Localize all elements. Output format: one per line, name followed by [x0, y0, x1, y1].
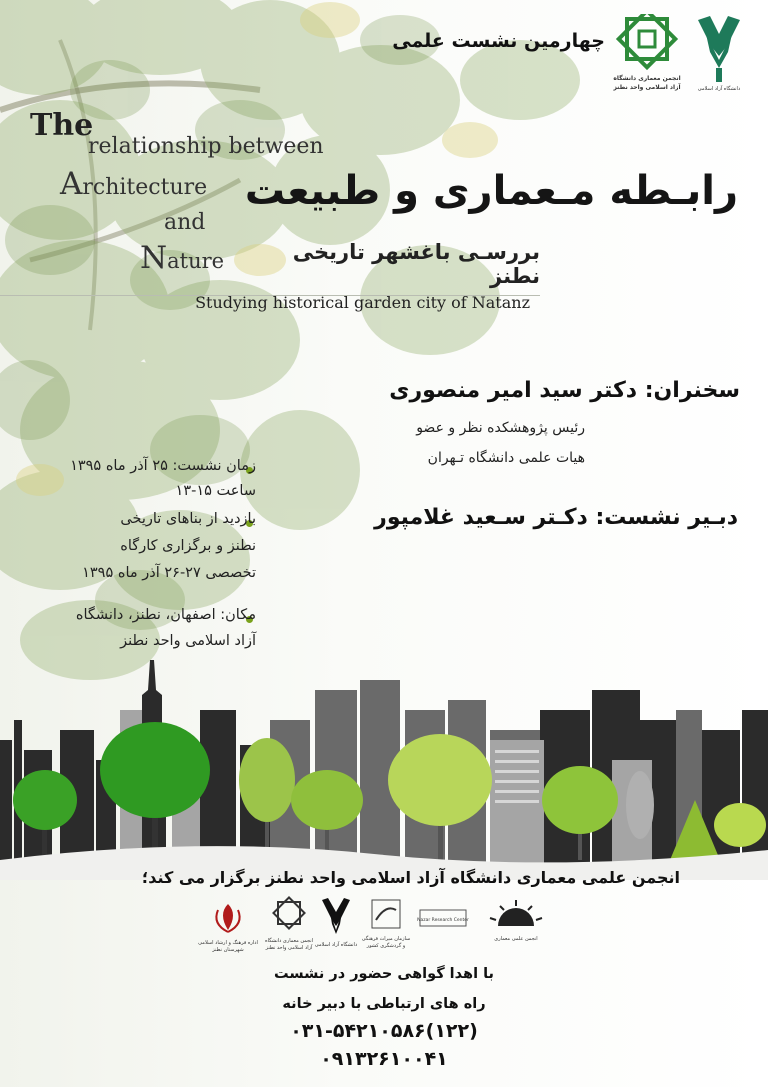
sponsor-2-caption-2: آزاد اسلامی واحد نطنز [265, 945, 313, 951]
place-line-2: آزاد اسلامی واحد نطنز [120, 633, 256, 649]
persian-subtitle: بررسـی باغشهر تاریخی نطنز [292, 240, 540, 288]
emblem-logo [198, 904, 258, 953]
sponsor-logos [0, 894, 768, 958]
sponsor-4-caption-1: سازمان میراث فرهنگی [361, 936, 411, 942]
nature-initial: N [140, 240, 168, 276]
sponsor-5-caption: Nazar Research Center [417, 918, 469, 923]
visit-line-1: بازدید از بناهای تاریخی [120, 511, 256, 527]
english-title-the: The [30, 108, 94, 143]
sponsor-4-caption-2: و گردشگری کشور [366, 943, 406, 949]
mobile-number: ۰۹۱۳۲۶۱۰۰۴۱ [320, 1048, 448, 1070]
time-line-2: ساعت ۱۵-۱۳ [175, 483, 256, 499]
sponsor-6-caption: انجمن علمی معماری [494, 936, 538, 942]
city-skyline-illustration [0, 650, 768, 880]
visit-line-3: تخصصی ۲۷-۲۶ آذر ماه ۱۳۹۵ [82, 565, 256, 581]
architecture-rest: rchitecture [82, 175, 208, 200]
contact-label: راه های ارتباطی با دبیر خانه [282, 996, 486, 1012]
chair-line: دبـیر نشست: دکـتر سـعید غلامپور [374, 505, 738, 530]
english-title-relationship: relationship between [88, 134, 324, 159]
english-subtitle: Studying historical garden city of Natanz [195, 293, 530, 312]
english-title-and: and [164, 210, 206, 235]
certificate-note: با اهدا گواهی حضور در نشست [274, 966, 494, 982]
association-small-logo [265, 897, 313, 951]
speaker-role-line-1: رئیس پژوهشکده نظر و عضو [416, 420, 585, 436]
place-line-1: مکان: اصفهان، نطنز، دانشگاه [75, 607, 256, 623]
sponsor-1-caption-2: شهرستان نطنز [212, 947, 244, 953]
time-line-1: زمان نشست: ۲۵ آذر ماه ۱۳۹۵ [70, 458, 256, 474]
sponsor-2-caption-1: انجمن معماری دانشگاه [264, 938, 314, 944]
phone-number: ۰۳۱-۵۴۲۱۰۵۸۶(۱۲۲) [290, 1020, 478, 1042]
english-title-architecture [60, 166, 207, 202]
speaker-role-line-2: هیات علمی دانشگاه تـهران [427, 450, 585, 466]
english-title-nature [140, 240, 224, 276]
university-logo-caption: دانشگاه آزاد اسلامی [697, 86, 741, 92]
architecture-association-logo [612, 14, 682, 98]
sponsor-3-caption: دانشگاه آزاد اسلامی [314, 942, 358, 948]
cultural-heritage-logo [362, 900, 410, 949]
speaker-line: سخنران: دکتر سید امیر منصوری [389, 378, 740, 403]
university-logo [694, 12, 744, 94]
persian-main-title: رابـطه مـعماری و طبیعت [244, 168, 738, 214]
sponsor-1-caption-1: اداره فرهنگ و ارشاد اسلامی [198, 940, 258, 946]
association-caption-1: انجمن معماری دانشگاه [613, 75, 681, 82]
architecture-initial: A [60, 166, 83, 202]
visit-line-2: نطنز و برگزاری کارگاه [120, 538, 256, 554]
scientific-association-logo [490, 900, 542, 942]
university-small-logo [315, 898, 357, 948]
nature-rest: ature [167, 249, 225, 273]
association-caption-2: آزاد اسلامی واحد نطنز [613, 84, 681, 91]
seminar-number-title: چهارمین نشست علمی [392, 30, 605, 52]
organizer-statement: انجمن علمی معماری دانشگاه آزاد اسلامی واحد نطنز برگزار می کند؛ [141, 868, 680, 887]
nazar-research-logo [417, 910, 469, 926]
